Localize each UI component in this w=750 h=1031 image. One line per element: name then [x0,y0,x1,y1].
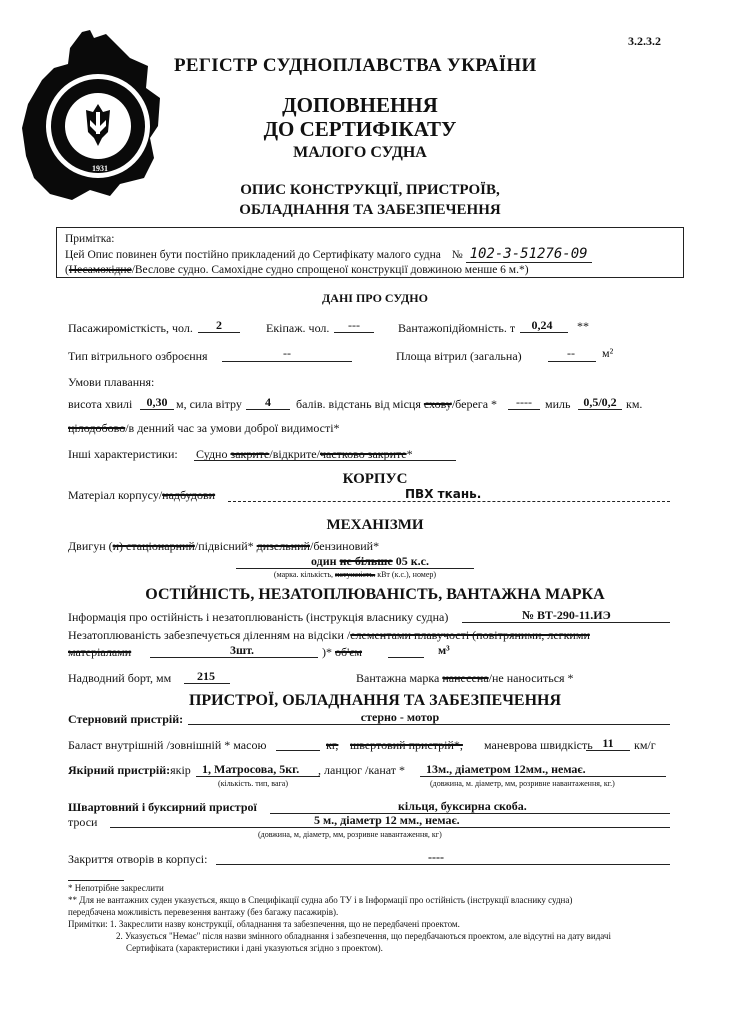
footnote-4: Примітки: 1. Закреслити назву конструкції, обладнання та забезпечення, що не передбачені проектом. [68,919,460,929]
other-label: Інші характеристики: [68,447,178,461]
wave-value: 0,30 [146,395,168,409]
chain-caption: (довжина, м. діаметр, мм, розривне навантаження, кг.) [430,779,615,788]
stability-info-label: Інформація про остійність і незатоплюваність (інструкція власнику судна) [68,610,449,624]
passengers-label: Пасажиромісткість, чол. [68,321,193,335]
ballast-unit: кг, [326,738,339,752]
other-b: закрите [230,447,270,461]
passengers-value: 2 [216,318,222,332]
unsink-label [68,628,590,643]
maneuver-unit: км/г [634,738,656,752]
footnotes [68,882,611,954]
footnote-3: передбачена можливість перевезення вантажу (без багажу пасажирів). [68,907,339,917]
subtitle [200,180,540,220]
distance-shore: /берега * [451,397,498,411]
mooring-label: Швартовний і буксирний пристрої [68,800,257,814]
subtitle-line-2: ОБЛАДНАННЯ ТА ЗАБЕЗПЕЧЕННЯ [239,202,501,218]
note-label: Примітка: [65,233,115,245]
unsink-after [322,645,362,660]
subtitle-line-1: ОПИС КОНСТРУКЦІЇ, ПРИСТРОЇВ, [240,182,500,198]
engine-caption-b: потужність. [335,570,376,579]
crew-label: Екіпаж. чол. [266,321,330,335]
mooring-value: кільця, буксирна скоба. [398,799,527,813]
footnote-1: * Непотрібне закреслити [68,883,164,893]
sail-area-value: -- [567,346,575,360]
shield-emblem-icon [20,28,170,208]
loadline-struck: нанесена [442,671,489,685]
loadline [356,671,574,686]
footnote-2: ** Для не вантажних суден указується, якщо в Специфікації судна або ТУ і в Інформації про остійність (інструкції власнику судна) [68,895,573,905]
title-line-3: МАЛОГО СУДНА [293,144,427,161]
unsink-value: 3шт. [229,643,255,657]
certificate-number: 102-3-51276-09 [466,246,592,263]
cargo-value: 0,24 [531,318,553,332]
anchor-label [68,763,191,778]
distance-km: 0,5/0,2 [583,395,617,409]
unsink-line-2 [68,645,131,660]
engine-a: Двигун ( [68,539,113,553]
conditions-label: Умови плавання: [68,375,155,389]
sail-area-label: Площа вітрил (загальна) [396,349,522,363]
hull-heading: КОРПУС [342,471,408,487]
openings-value: ---- [428,850,444,864]
other-star: * [406,447,413,461]
cargo-label: Вантажопідйомність. т [398,321,516,335]
miles-unit: миль [545,397,571,411]
stability-info-value: № ВТ-290-11.ИЭ [522,608,611,622]
ballast-struck: Баласт внутрішній /зовнішній * масою [68,738,267,752]
title-line-1: ДОПОВНЕННЯ [282,93,438,117]
title-line-2: ДО СЕРТИФІКАТУ [263,117,457,141]
steering-value: стерно - мотор [360,710,440,724]
hull-material-text: Матеріал корпусу/ [68,488,163,502]
engine-caption [236,570,474,579]
engine-caption-a: (марка. кількість, [273,570,333,579]
engine-value [250,554,490,569]
wave-unit: м, сила вітру [176,397,242,411]
logo-year: 1931 [92,164,108,173]
doc-code: 3.2.3.2 [628,34,661,48]
other-c: /відкрите/ [269,447,320,461]
maneuver-label: маневрова швидкість [484,738,593,752]
sail-area-unit: м² [602,346,614,360]
page-title [230,93,490,141]
hull-material-value: ПВХ ткань. [405,487,482,501]
time-struck: цілодобово [68,421,126,435]
note-rest: /Веслове судно. Самохідне судно спрощеної конструкції довжиною менше 6 м.*) [131,264,529,276]
unsink-struck-1: елементами плавучості (повітряними, легкими [350,628,590,642]
note-struck-type: Несамохідне [68,264,132,276]
anchor-sub: якір [170,763,191,777]
footnote-5: 2. Указується "Немає" після назви змінного обладнання і забезпечення, що передбачаються проектом, але відсутні на дату видачі [116,931,611,941]
engine-b: и) стаціонарний [112,539,195,553]
engine-value-b: не більше [339,554,393,568]
chain-value: 13м., діаметром 12мм., немає. [426,762,586,776]
distance-text: балів. відстань від місця [296,397,421,411]
unsink-after-a: )* [322,645,332,659]
vessel-heading: ДАНІ ПРО СУДНО [322,291,428,305]
distance-label [296,397,497,412]
note-num-prefix: № [451,249,463,261]
wind-value: 4 [265,395,271,409]
engine-e: /бензиновий* [309,539,380,553]
unsink-struck-2: матеріалами [68,645,132,659]
maneuver-value: 11 [602,736,614,750]
engine-line [68,539,379,554]
ropes-value: 5 м., діаметр 12 мм., немає. [314,813,460,827]
time-rest: /в денний час за умови доброї видимості* [125,421,340,435]
note-open: ( [65,264,69,276]
note-text: Цей Опис повинен бути постійно прикладений до Сертифікату малого судна [65,249,441,261]
other-d: частково закрите [319,447,407,461]
crew-value: --- [348,318,360,332]
anchor-caption: (кількість. тип, вага) [218,779,288,788]
anchor-label-text: Якірний пристрій: [68,763,171,777]
unsink-unit: м³ [438,643,450,657]
sail-label: Тип вітрильного озброєння [68,349,208,363]
openings-label: Закриття отворів в корпусі: [68,852,208,866]
loadline-label: Вантажна марка [356,671,440,685]
ropes-caption: (довжина, м, діаметр, мм, розривне навантаження, кг) [258,830,442,839]
footnote-6: Сертифіката (характеристики і дані указуються згідно з проектом). [126,943,383,953]
chain-label: , ланцюг /канат * [318,763,406,777]
engine-d: дизельний [256,539,310,553]
hull-material-struck: надбудови [162,488,216,502]
cargo-mark: ** [577,319,589,333]
wave-label: висота хвилі [68,397,133,411]
note-box [56,227,684,278]
engine-value-c: 05 к.с. [395,554,429,568]
machinery-heading: МЕХАНІЗМИ [326,517,424,533]
freeboard-value: 215 [197,669,215,683]
unsink-struck-3: об'єм [335,645,363,659]
sail-value: -- [283,346,291,360]
ropes-label: троси [68,815,98,829]
unsink-text: Незатоплюваність забезпечується діленням на відсіки / [68,628,351,642]
thruster-struck: швертовий пристрій*, [350,738,463,752]
stability-heading: ОСТІЙНІСТЬ, НЕЗАТОПЛЮВАНІСТЬ, ВАНТАЖНА МАРКА [145,586,605,603]
engine-value-a: один [311,554,337,568]
time-line [68,421,340,436]
loadline-rest: /не наноситься * [488,671,574,685]
freeboard-label: Надводний борт, мм [68,671,172,685]
register-logo [20,28,170,208]
distance-miles: ---- [516,395,532,409]
distance-struck: схову [423,397,452,411]
equipment-heading: ПРИСТРОЇ, ОБЛАДНАННЯ ТА ЗАБЕЗПЕЧЕННЯ [188,692,562,709]
other-a: Судно [196,447,228,461]
org-title: РЕГІСТР СУДНОПЛАВСТВА УКРАЇНИ [174,55,537,76]
hull-material-label [68,488,215,503]
engine-c: /підвісний* [194,539,254,553]
anchor-value: 1, Матросова, 5кг. [202,762,300,776]
steering-label: Стерновий пристрій: [68,712,184,726]
engine-caption-c: кВт (к.с.), номер) [377,570,437,579]
km-unit: км. [626,397,643,411]
